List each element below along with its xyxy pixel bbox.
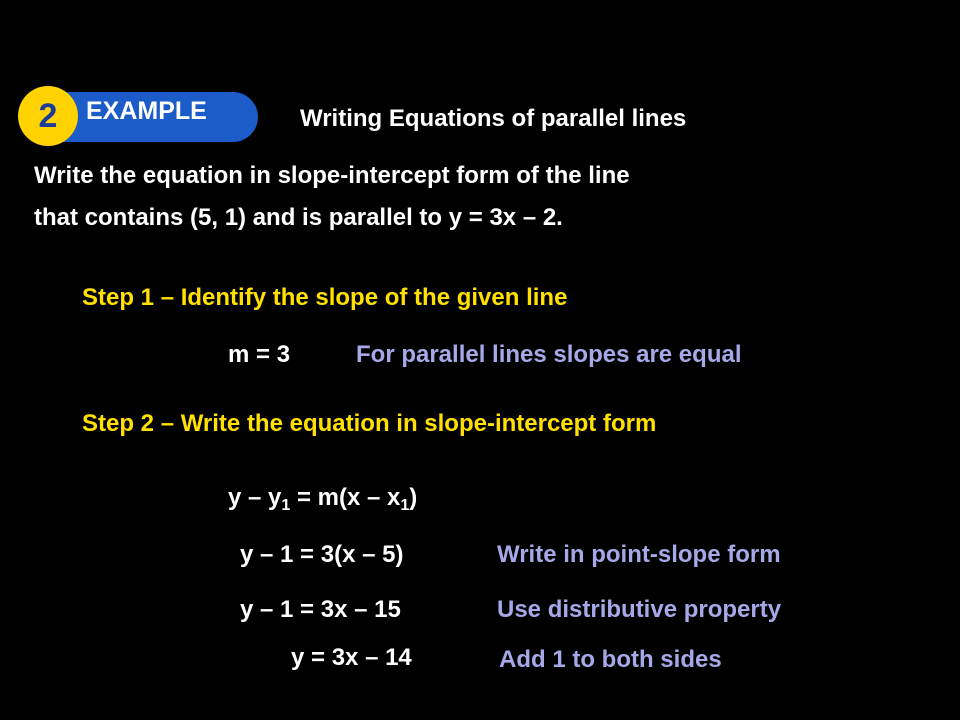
step1-heading: Step 1 – Identify the slope of the given line bbox=[82, 284, 568, 311]
note-row-2: Use distributive property bbox=[497, 596, 782, 623]
equation-row-3: y = 3x – 14 bbox=[291, 644, 412, 671]
equation-row-2: y – 1 = 3x – 15 bbox=[240, 596, 401, 623]
formula-prefix: y – y bbox=[228, 484, 282, 511]
example-number-badge bbox=[18, 86, 78, 146]
step1-note: For parallel lines slopes are equal bbox=[356, 341, 742, 368]
problem-line-2: that contains (5, 1) and is parallel to y = 3x – 2. bbox=[34, 204, 563, 231]
point-slope-formula bbox=[228, 484, 417, 512]
slide-title: Writing Equations of parallel lines bbox=[300, 105, 687, 132]
example-number: 2 bbox=[38, 96, 58, 135]
step1-equation: m = 3 bbox=[228, 341, 291, 368]
formula-suffix: ) bbox=[409, 484, 418, 511]
note-row-3: Add 1 to both sides bbox=[499, 646, 722, 673]
equation-row-1: y – 1 = 3(x – 5) bbox=[240, 541, 404, 568]
example-label: EXAMPLE bbox=[86, 97, 207, 125]
problem-line-1: Write the equation in slope-intercept form of the line bbox=[34, 162, 630, 189]
formula-subscript-y: 1 bbox=[281, 497, 291, 514]
note-row-1: Write in point-slope form bbox=[497, 541, 781, 568]
formula-subscript-x: 1 bbox=[400, 497, 410, 514]
formula-middle: = m(x – x bbox=[290, 484, 401, 511]
step2-heading: Step 2 – Write the equation in slope-intercept form bbox=[82, 410, 657, 437]
